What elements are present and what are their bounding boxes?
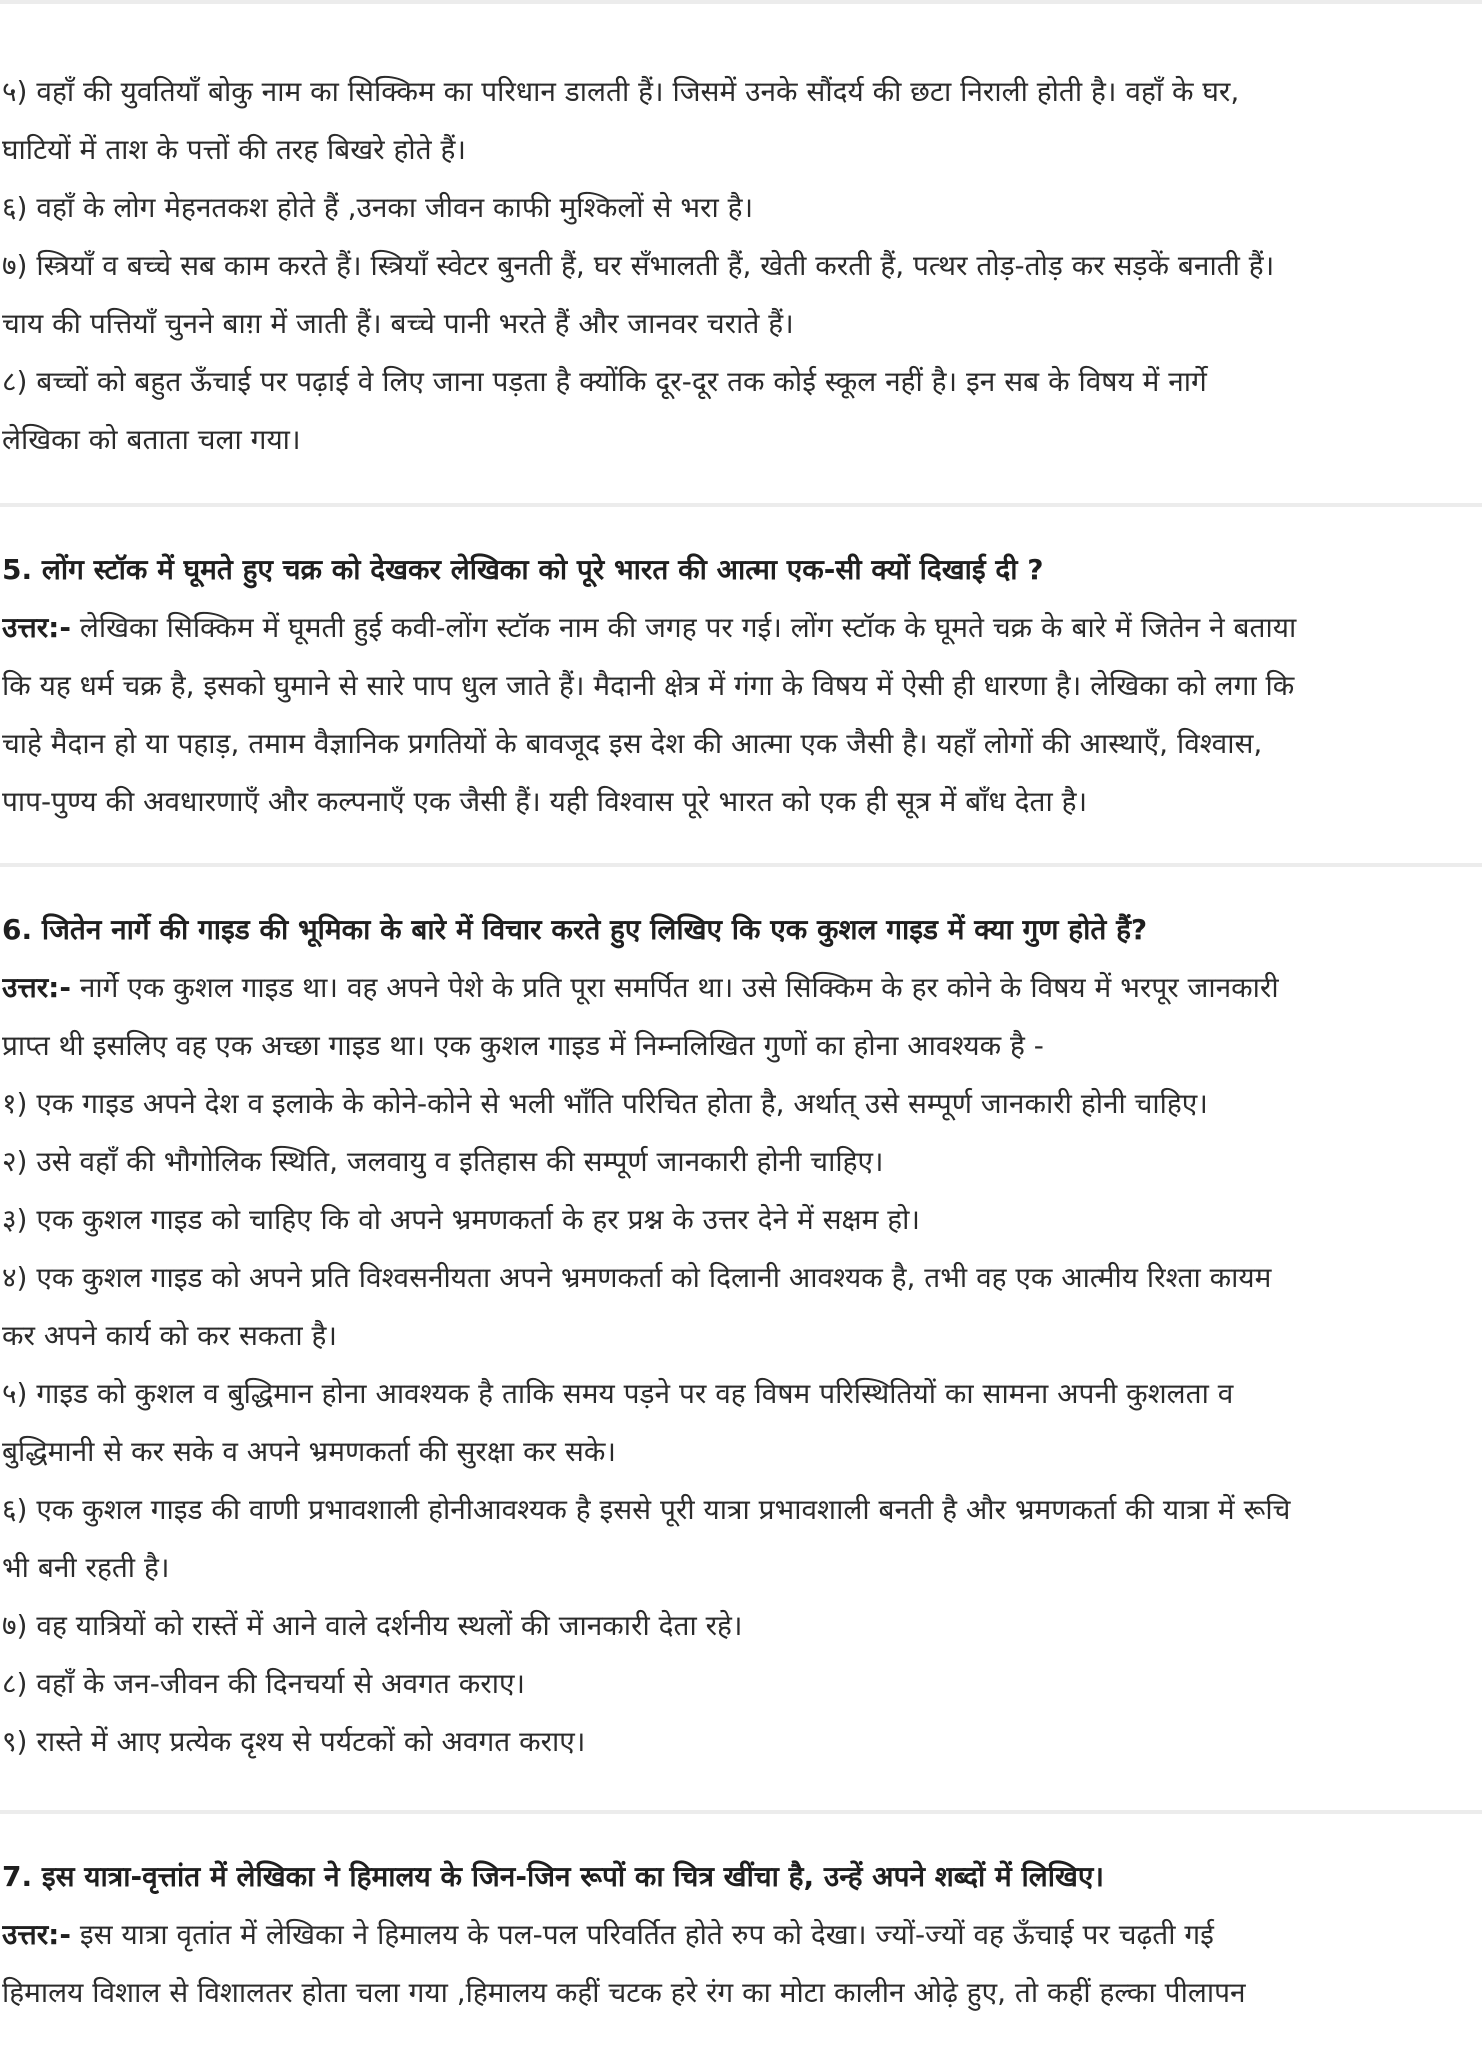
text-line: बुद्धिमानी से कर सके व अपने भ्रमणकर्ता की सुरक्षा कर सके। — [2, 1435, 616, 1468]
answer-first-line — [2, 599, 1476, 657]
text-line: ९) रास्ते में आए प्रत्येक दृश्य से पर्यटकों को अवगत कराए। — [2, 1725, 586, 1758]
answer-text: नार्गे एक कुशल गाइड था। वह अपने पेशे के प्रति पूरा समर्पित था। उसे सिक्किम के हर कोने के विषय में भरपूर जानकारी — [70, 971, 1279, 1004]
answer-label: उत्तर:- — [2, 1918, 71, 1951]
answer-first-line — [2, 959, 1476, 1017]
divider — [0, 503, 1482, 507]
text-line: पाप-पुण्य की अवधारणाएँ और कल्पनाएँ एक जैसी हैं। यही विश्वास पूरे भारत को एक ही सूत्र में बाँध देता है। — [2, 785, 1088, 818]
text-line: ७) स्त्रियाँ व बच्चे सब काम करते हैं। स्त्रियाँ स्वेटर बुनती हैं, घर सँभालती हैं, खेती करती हैं, पत्थर तोड़-तोड़ कर सड़कें बनाती हैं। — [2, 249, 1275, 282]
answer-text: इस यात्रा वृतांत में लेखिका ने हिमालय के पल-पल परिवर्तित होते रुप को देखा। ज्यों-ज्यों वह ऊँचाई पर चढ़ती गई — [70, 1918, 1214, 1951]
text-line: ६) वहाँ के लोग मेहनतकश होते हैं ,उनका जीवन काफी मुश्किलों से भरा है। — [2, 191, 754, 224]
text-line: चाय की पत्तियाँ चुनने बाग़ में जाती हैं। बच्चे पानी भरते हैं और जानवर चराते हैं। — [2, 307, 794, 340]
text-line: ८) बच्चों को बहुत ऊँचाई पर पढ़ाई वे लिए जाना पड़ता है क्योंकि दूर-दूर तक कोई स्कूल नहीं है। इन सब के विषय में नार्गे — [2, 365, 1207, 398]
question-5-section — [2, 541, 1476, 831]
divider-top — [0, 0, 1482, 4]
text-line: ४) एक कुशल गाइड को अपने प्रति विश्वसनीयता अपने भ्रमणकर्ता को दिलानी आवश्यक है, तभी वह एक आत्मीय रिश्ता कायम — [2, 1261, 1272, 1294]
answer-label: उत्तर:- — [2, 971, 71, 1004]
section-previous-answer — [2, 63, 1476, 469]
text-line: ५) गाइड को कुशल व बुद्धिमान होना आवश्यक है ताकि समय पड़ने पर वह विषम परिस्थितियों का सामना अपनी कुशलता व — [2, 1377, 1234, 1410]
text-line: ५) वहाँ की युवतियाँ बोकु नाम का सिक्किम का परिधान डालती हैं। जिसमें उनके सौंदर्य की छटा निराली होती है। वहाँ के घर, — [2, 75, 1240, 108]
answer-first-line — [2, 1906, 1476, 1964]
question-heading: 5. लोंग स्टॉक में घूमते हुए चक्र को देखकर लेखिका को पूरे भारत की आत्मा एक-सी क्यों दिखाई दी ? — [2, 553, 1044, 586]
text-line: ८) वहाँ के जन-जीवन की दिनचर्या से अवगत कराए। — [2, 1667, 526, 1700]
text-line: १) एक गाइड अपने देश व इलाके के कोने-कोने से भली भाँति परिचित होता है, अर्थात् उसे सम्पूर्ण जानकारी होनी चाहिए। — [2, 1087, 1208, 1120]
text-line: प्राप्त थी इसलिए वह एक अच्छा गाइड था। एक कुशल गाइड में निम्नलिखित गुणों का होना आवश्यक है - — [2, 1029, 1044, 1062]
text-line: ६) एक कुशल गाइड की वाणी प्रभावशाली होनीआवश्यक है इससे पूरी यात्रा प्रभावशाली बनती है और भ्रमणकर्ता की यात्रा में रूचि — [2, 1493, 1291, 1526]
text-line: कर अपने कार्य को कर सकता है। — [2, 1319, 338, 1352]
text-line: ३) एक कुशल गाइड को चाहिए कि वो अपने भ्रमणकर्ता के हर प्रश्न के उत्तर देने में सक्षम हो। — [2, 1203, 920, 1236]
text-line: कि यह धर्म चक्र है, इसको घुमाने से सारे पाप धुल जाते हैं। मैदानी क्षेत्र में गंगा के विषय में ऐसी ही धारणा है। लेखिका को लगा कि — [2, 669, 1295, 702]
divider — [0, 863, 1482, 867]
answer-label: उत्तर:- — [2, 611, 71, 644]
question-7-section — [2, 1848, 1476, 2022]
question-6-section — [2, 901, 1476, 1771]
text-line: लेखिका को बताता चला गया। — [2, 423, 301, 456]
divider — [0, 1810, 1482, 1814]
text-line: घाटियों में ताश के पत्तों की तरह बिखरे होते हैं। — [2, 133, 466, 166]
text-line: ७) वह यात्रियों को रास्तें में आने वाले दर्शनीय स्थलों की जानकारी देता रहे। — [2, 1609, 743, 1642]
question-heading: 6. जितेन नार्गे की गाइड की भूमिका के बारे में विचार करते हुए लिखिए कि एक कुशल गाइड में क्या गुण होते हैं? — [2, 913, 1148, 946]
question-heading: 7. इस यात्रा-वृत्तांत में लेखिका ने हिमालय के जिन-जिन रूपों का चित्र खींचा है, उन्हें अपने शब्दों में लिखिए। — [2, 1860, 1104, 1893]
answer-text: लेखिका सिक्किम में घूमती हुई कवी-लोंग स्टॉक नाम की जगह पर गई। लोंग स्टॉक के घूमते चक्र के बारे में जितेन ने बताया — [70, 611, 1297, 644]
text-line: २) उसे वहाँ की भौगोलिक स्थिति, जलवायु व इतिहास की सम्पूर्ण जानकारी होनी चाहिए। — [2, 1145, 884, 1178]
text-line: चाहे मैदान हो या पहाड़, तमाम वैज्ञानिक प्रगतियों के बावजूद इस देश की आत्मा एक जैसी है। यहाँ लोगों की आस्थाएँ, विश्वास, — [2, 727, 1263, 760]
text-line: भी बनी रहती है। — [2, 1551, 170, 1584]
text-line: हिमालय विशाल से विशालतर होता चला गया ,हिमालय कहीं चटक हरे रंग का मोटा कालीन ओढ़े हुए, तो कहीं हल्का पीलापन — [2, 1976, 1246, 2009]
